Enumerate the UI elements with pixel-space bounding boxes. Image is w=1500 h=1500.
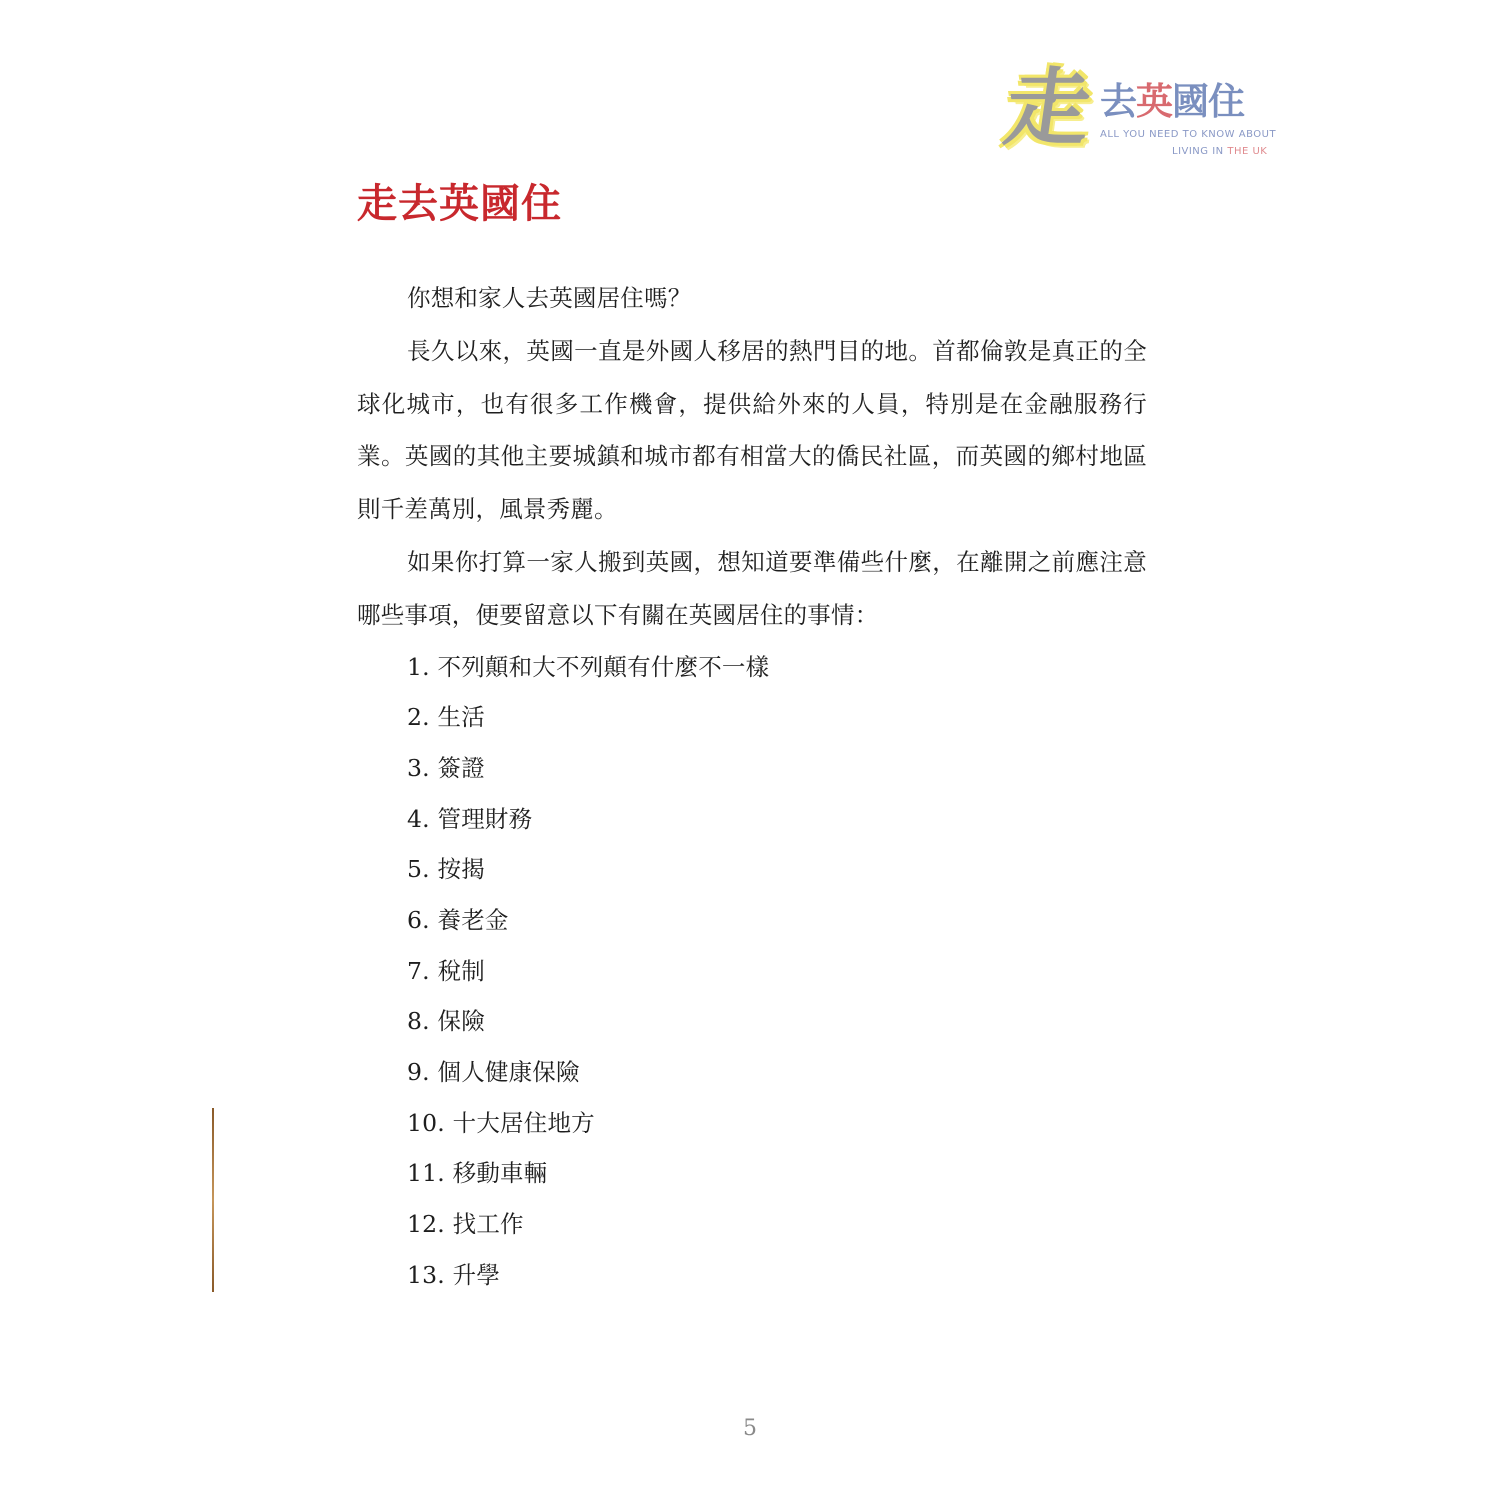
margin-rule — [212, 1108, 214, 1292]
logo-wordmark — [1100, 80, 1244, 124]
list-item: 7. 稅制 — [407, 956, 485, 985]
list-item: 4. 管理財務 — [407, 804, 533, 833]
list-item: 2. 生活 — [407, 703, 485, 732]
body-content — [357, 272, 1147, 1301]
logo-char: 住 — [1208, 80, 1244, 123]
list-item: 6. 養老金 — [407, 906, 509, 935]
topics-list — [357, 642, 1147, 1301]
logo-tagline-2 — [1172, 146, 1267, 157]
logo-tagline-text: LIVING IN — [1172, 146, 1224, 157]
intro-question: 你想和家人去英國居住嗎？ — [407, 284, 692, 312]
brand-logo — [999, 59, 1277, 162]
list-item: 9. 個人健康保險 — [407, 1058, 580, 1087]
intro-paragraph: 長久以來，英國一直是外國人移居的熱門目的地。首都倫敦是真正的全球化城市，也有很多工作機會，提供給外來的人員，特別是在金融服務行業。英國的其他主要城鎮和城市都有相當大的僑民社區，而英國的鄉村地區則千差萬別，風景秀麗。 — [357, 336, 1147, 524]
list-item: 12. 找工作 — [407, 1210, 524, 1239]
page-title: 走去英國住 — [357, 180, 562, 227]
logo-char: 英 — [1136, 80, 1172, 123]
list-item: 8. 保險 — [407, 1007, 485, 1036]
list-item: 5. 按揭 — [407, 855, 485, 884]
logo-tagline-accent: THE UK — [1227, 146, 1268, 157]
list-item: 13. 升學 — [407, 1260, 501, 1289]
logo-char: 去 — [1100, 80, 1136, 123]
list-item: 11. 移動車輛 — [407, 1159, 548, 1188]
list-item: 3. 簽證 — [407, 753, 485, 782]
logo-char: 國 — [1172, 80, 1208, 123]
logo-main-char: 走 — [999, 59, 1097, 157]
list-item: 1. 不列顛和大不列顛有什麼不一樣 — [407, 652, 770, 681]
page-number: 5 — [743, 1416, 757, 1441]
logo-tagline: ALL YOU NEED TO KNOW ABOUT — [1100, 129, 1277, 140]
list-item: 10. 十大居住地方 — [407, 1108, 595, 1137]
topics-lead-in: 如果你打算一家人搬到英國，想知道要準備些什麼，在離開之前應注意哪些事項，便要留意以下有關在英國居住的事情： — [357, 547, 1147, 629]
